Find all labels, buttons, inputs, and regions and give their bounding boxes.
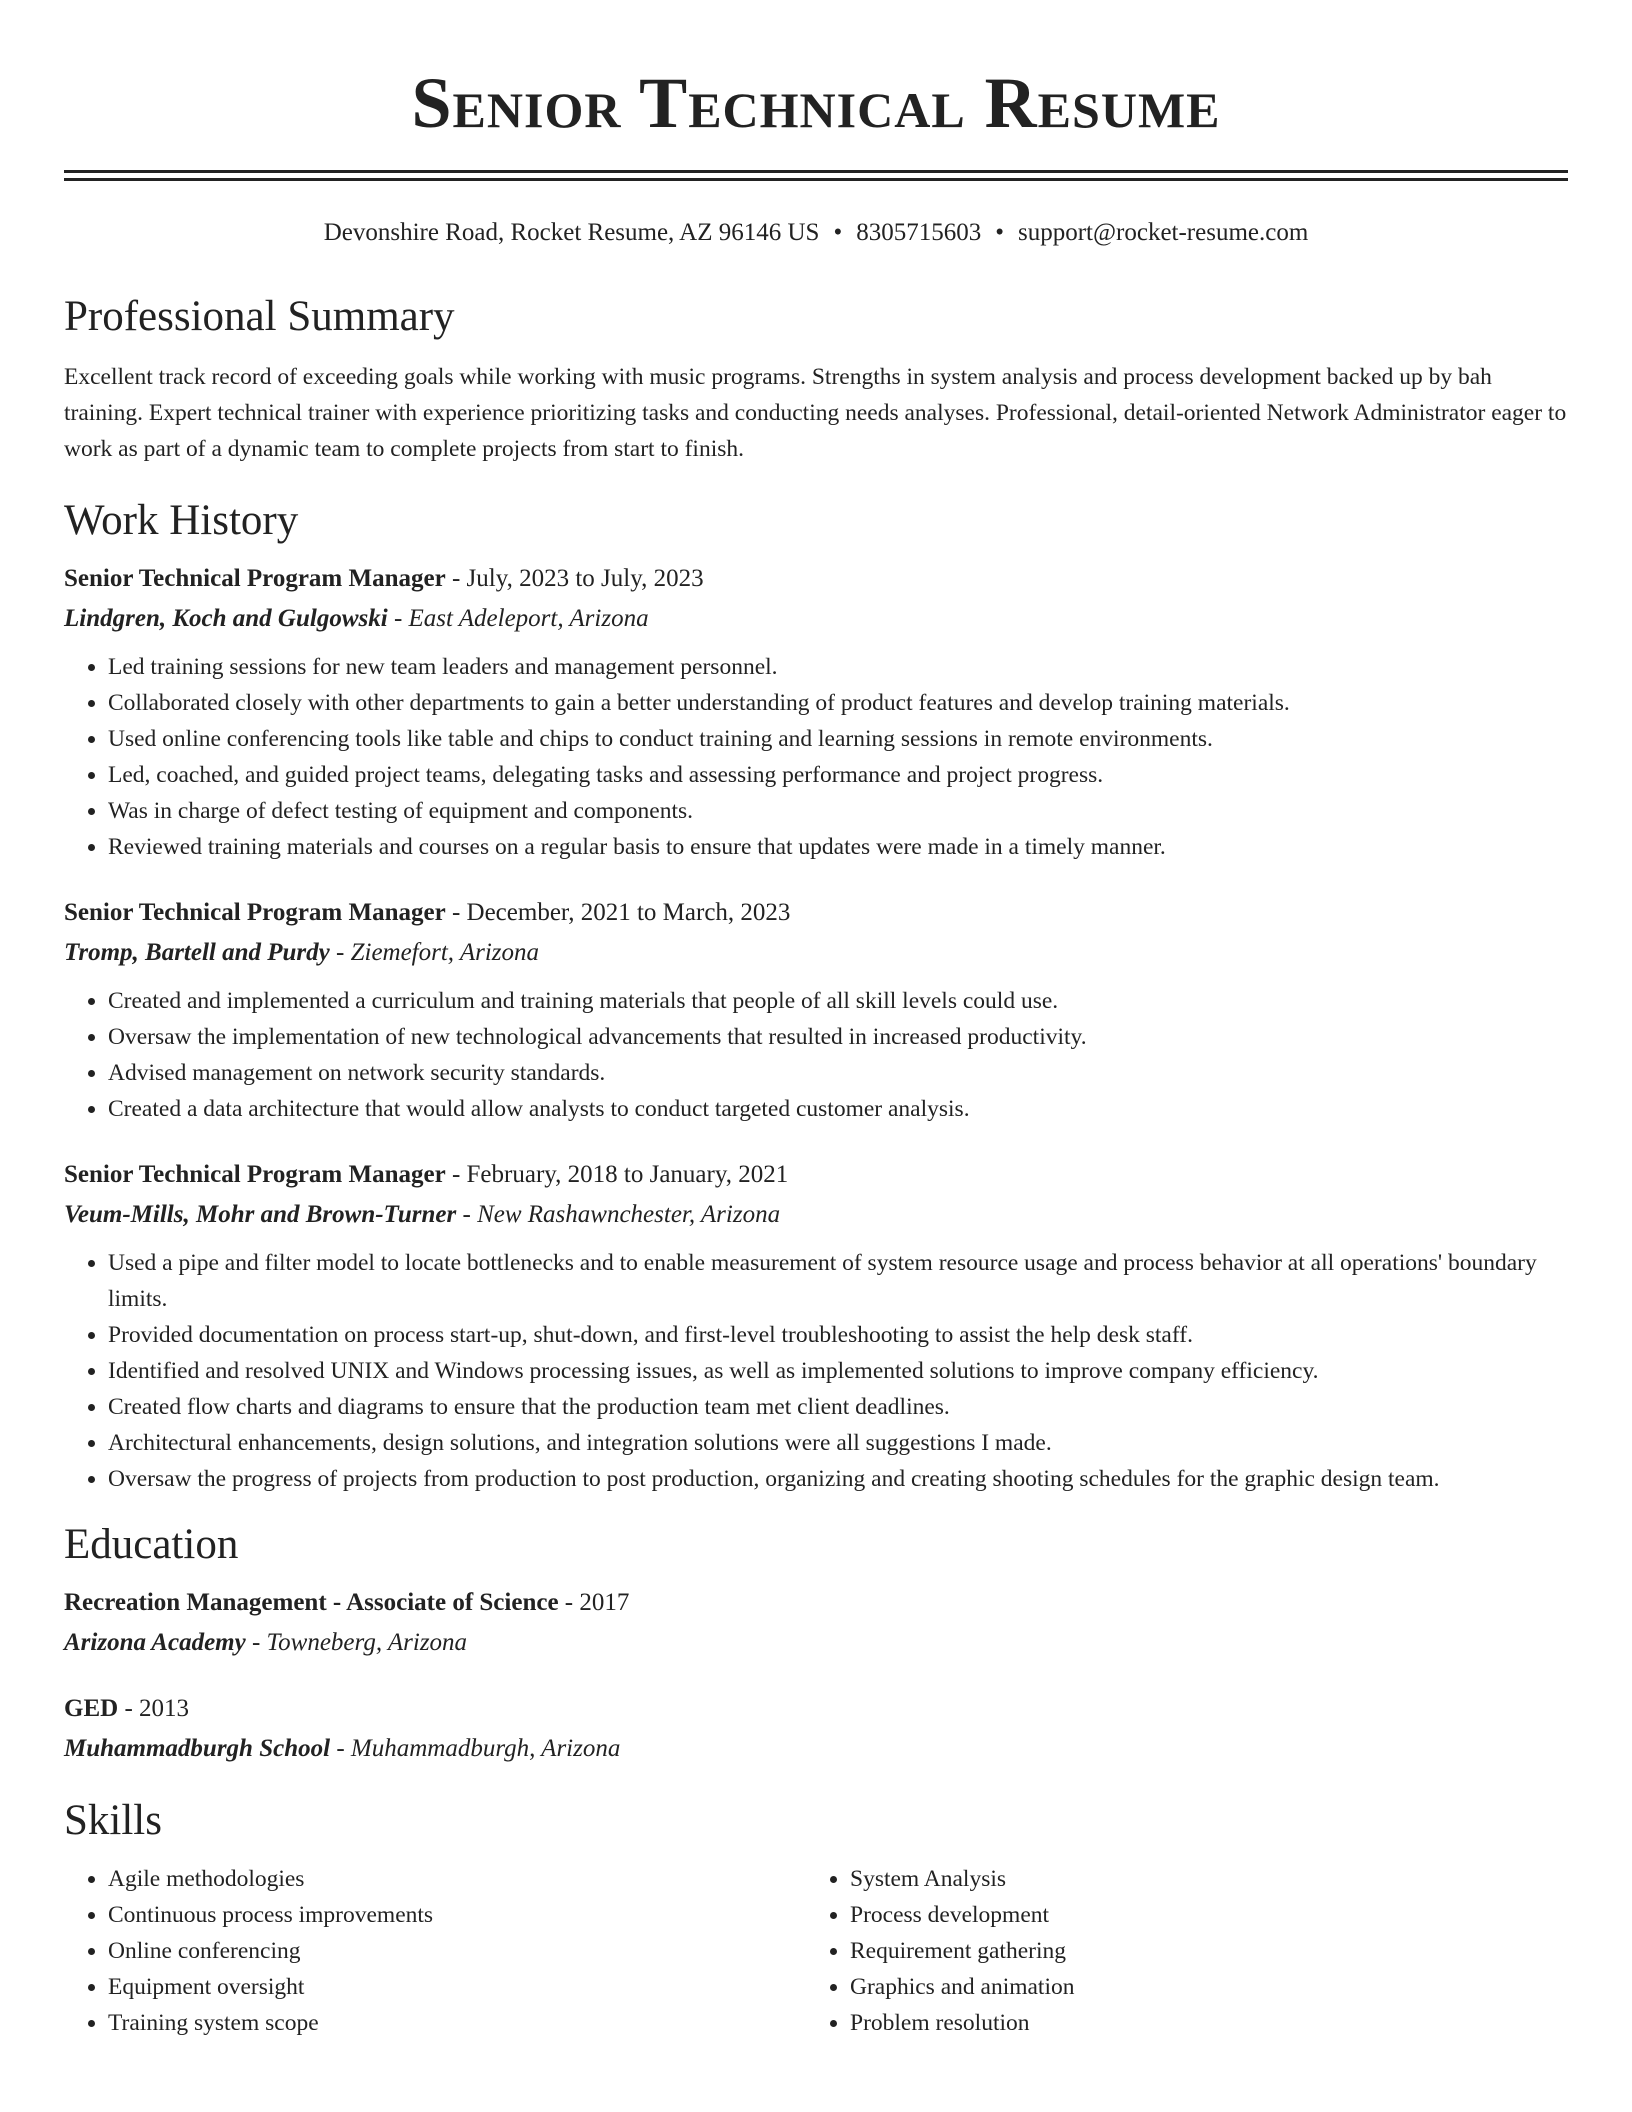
- job-company: Veum-Mills, Mohr and Brown-Turner: [64, 1201, 457, 1228]
- list-item: • Collaborated closely with other departments to gain a better understanding of product features and develop training materials.: [108, 685, 1568, 721]
- education-location: - Muhammadburgh, Arizona: [330, 1735, 621, 1762]
- job-bullets: [64, 983, 1568, 1127]
- education-entry: [64, 1585, 1568, 1661]
- skills-heading: Skills: [64, 1797, 162, 1844]
- education-year: - 2013: [118, 1695, 190, 1722]
- title-divider-top: [64, 170, 1568, 173]
- job-bullets: [64, 1245, 1568, 1497]
- list-item: • Continuous process improvements: [108, 1897, 806, 1933]
- education-year: - 2017: [558, 1589, 630, 1616]
- job-title: Senior Technical Program Manager: [64, 565, 446, 592]
- education-school-line: [64, 1731, 1568, 1767]
- job-company: Tromp, Bartell and Purdy: [64, 939, 330, 966]
- job-location: - New Rashawnchester, Arizona: [456, 1201, 781, 1228]
- skills-section: [64, 1793, 1568, 2041]
- education-degree: GED: [64, 1695, 119, 1722]
- education-location: - Towneberg, Arizona: [245, 1629, 468, 1656]
- job-entry: [64, 561, 1568, 865]
- list-item: • Agile methodologies: [108, 1861, 806, 1897]
- list-item: • Training system scope: [108, 2005, 806, 2041]
- list-item: • Used online conferencing tools like table and chips to conduct training and learning sessions in remote environments.: [108, 721, 1568, 757]
- list-item: • Created a data architecture that would allow analysts to conduct targeted customer analysis.: [108, 1091, 1568, 1127]
- job-header: [64, 1157, 1568, 1193]
- education-school-line: [64, 1625, 1568, 1661]
- resume-title: Senior Technical Resume: [411, 63, 1221, 143]
- education-entry: [64, 1691, 1568, 1767]
- contact-email: support@rocket-resume.com: [1018, 219, 1309, 246]
- summary-text: Excellent track record of exceeding goals while working with music programs. Strengths in system analysis and process development backed up by bah training. Expert technical trainer with experience prioritizing tasks and conducting needs analyses. Professional, detail-oriented Network Administrator eager to work as part of a dynamic team to complete projects from start to finish.: [64, 364, 1567, 462]
- list-item: • Online conferencing: [108, 1933, 806, 1969]
- job-entry: [64, 1157, 1568, 1497]
- list-item: • Provided documentation on process start-up, shut-down, and first-level troubleshooting to assist the help desk staff.: [108, 1317, 1568, 1353]
- education-school: Arizona Academy: [64, 1629, 246, 1656]
- job-header: [64, 895, 1568, 931]
- contact-separator: •: [833, 219, 843, 246]
- job-employer: [64, 1197, 1568, 1233]
- job-dates: - July, 2023 to July, 2023: [445, 565, 704, 592]
- education-degree: Recreation Management - Associate of Science: [64, 1589, 559, 1616]
- education-school: Muhammadburgh School: [64, 1735, 331, 1762]
- list-item: • Equipment oversight: [108, 1969, 806, 2005]
- education-heading: Education: [64, 1521, 239, 1568]
- list-item: • Created flow charts and diagrams to ensure that the production team met client deadlines.: [108, 1389, 1568, 1425]
- education-header: [64, 1585, 1568, 1621]
- job-company: Lindgren, Koch and Gulgowski: [64, 605, 388, 632]
- list-item: • Oversaw the implementation of new technological advancements that resulted in increased productivity.: [108, 1019, 1568, 1055]
- list-item: • Reviewed training materials and courses on a regular basis to ensure that updates were made in a timely manner.: [108, 829, 1568, 865]
- list-item: • Created and implemented a curriculum and training materials that people of all skill levels could use.: [108, 983, 1568, 1019]
- skills-columns: [64, 1861, 1568, 2041]
- education-header: [64, 1691, 1568, 1727]
- contact-separator: •: [995, 219, 1004, 246]
- job-employer: [64, 601, 1568, 637]
- list-item: • Oversaw the progress of projects from production to post production, organizing and creating shooting schedules for the graphic design team.: [108, 1461, 1568, 1497]
- contact-line: [64, 217, 1568, 249]
- education-section: [64, 1517, 1568, 1767]
- work-section: [64, 493, 1568, 1497]
- list-item: • Was in charge of defect testing of equipment and components.: [108, 793, 1568, 829]
- list-item: • System Analysis: [850, 1861, 1548, 1897]
- summary-heading: Professional Summary: [64, 293, 455, 340]
- list-item: • Advised management on network security standards.: [108, 1055, 1568, 1091]
- list-item: • Requirement gathering: [850, 1933, 1548, 1969]
- skills-list-left: [64, 1861, 806, 2041]
- job-entry: [64, 895, 1568, 1127]
- skills-list-right: [806, 1861, 1548, 2041]
- job-employer: [64, 935, 1568, 971]
- summary-section: [64, 289, 1568, 467]
- list-item: • Problem resolution: [850, 2005, 1548, 2041]
- contact-address: Devonshire Road, Rocket Resume, AZ 96146 US: [323, 219, 820, 246]
- list-item: • Led training sessions for new team leaders and management personnel.: [108, 649, 1568, 685]
- list-item: • Used a pipe and filter model to locate bottlenecks and to enable measurement of system resource usage and process behavior at all operations' boundary limits.: [108, 1245, 1568, 1317]
- job-title: Senior Technical Program Manager: [64, 1161, 446, 1188]
- list-item: • Architectural enhancements, design solutions, and integration solutions were all suggestions I made.: [108, 1425, 1568, 1461]
- list-item: • Identified and resolved UNIX and Windows processing issues, as well as implemented solutions to improve company efficiency.: [108, 1353, 1568, 1389]
- job-location: - Ziemefort, Arizona: [329, 939, 540, 966]
- work-heading: Work History: [64, 497, 299, 544]
- job-title: Senior Technical Program Manager: [64, 899, 446, 926]
- list-item: • Graphics and animation: [850, 1969, 1548, 2005]
- job-bullets: [64, 649, 1568, 865]
- title-divider-bottom: [64, 178, 1568, 181]
- list-item: • Process development: [850, 1897, 1548, 1933]
- list-item: • Led, coached, and guided project teams, delegating tasks and assessing performance and project progress.: [108, 757, 1568, 793]
- job-dates: - February, 2018 to January, 2021: [445, 1161, 789, 1188]
- contact-phone: 8305715603: [856, 219, 982, 246]
- job-dates: - December, 2021 to March, 2023: [445, 899, 791, 926]
- job-header: [64, 561, 1568, 597]
- job-location: - East Adeleport, Arizona: [387, 605, 649, 632]
